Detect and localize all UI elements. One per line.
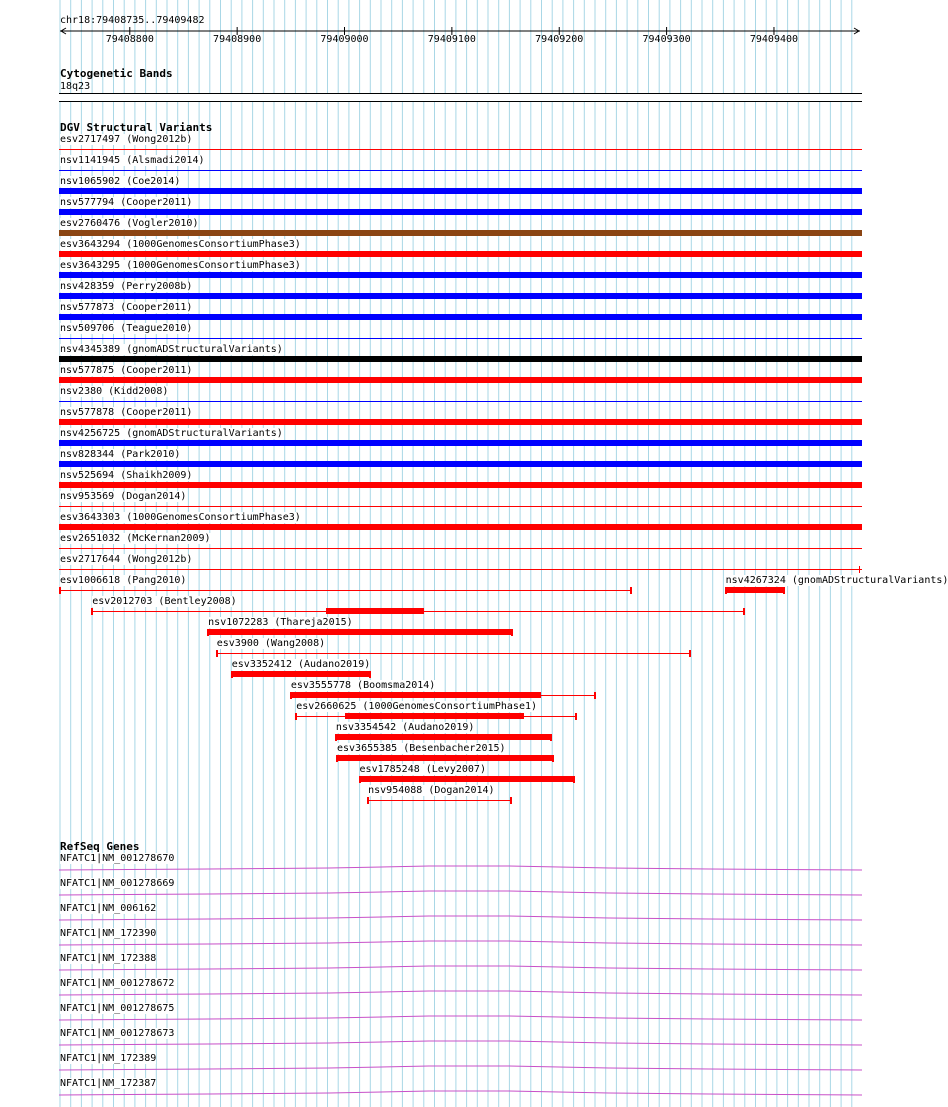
variant-bar[interactable] — [59, 548, 862, 549]
variant-label[interactable]: esv2717644 (Wong2012b) — [60, 554, 193, 565]
variant-label[interactable]: nsv4345389 (gnomADStructuralVariants) — [60, 344, 283, 355]
gene-label[interactable]: NFATC1|NM_001278670 — [60, 853, 175, 864]
variant-label[interactable]: nsv953569 (Dogan2014) — [60, 491, 187, 502]
variant-bar[interactable] — [59, 149, 862, 150]
variant-bar[interactable] — [59, 356, 862, 362]
variant-label[interactable]: esv1785248 (Levy2007) — [359, 764, 486, 775]
gene-intron-line[interactable] — [59, 1014, 863, 1022]
variant-label[interactable]: esv3643294 (1000GenomesConsortiumPhase3) — [60, 239, 301, 250]
variant-core-block[interactable] — [326, 608, 424, 614]
variant-label[interactable]: nsv1065902 (Coe2014) — [60, 176, 181, 187]
variant-bar[interactable] — [59, 569, 862, 570]
variant-label[interactable]: nsv509706 (Teague2010) — [60, 323, 193, 334]
variant-bar[interactable] — [59, 401, 862, 402]
variant-label[interactable]: esv2012703 (Bentley2008) — [92, 596, 237, 607]
variant-endcap — [59, 587, 61, 594]
refseq-track-title: RefSeq Genes — [60, 840, 140, 853]
variant-label[interactable]: esv2651032 (McKernan2009) — [60, 533, 211, 544]
variant-label[interactable]: esv3900 (Wang2008) — [216, 638, 326, 649]
variant-bar[interactable] — [59, 209, 862, 215]
gene-intron-line[interactable] — [59, 1039, 863, 1047]
location-label: chr18:79408735..79409482 — [60, 15, 205, 26]
variant-bar[interactable] — [59, 419, 862, 425]
gene-label[interactable]: NFATC1|NM_001278673 — [60, 1028, 175, 1039]
gene-intron-line[interactable] — [59, 964, 863, 972]
variant-label[interactable]: esv3643295 (1000GenomesConsortiumPhase3) — [60, 260, 301, 271]
variant-core-block[interactable] — [337, 755, 553, 761]
variant-bar[interactable] — [59, 230, 862, 236]
variant-bar[interactable] — [59, 293, 862, 299]
variant-bar[interactable] — [59, 440, 862, 446]
variant-bar[interactable] — [59, 506, 862, 507]
variant-label[interactable]: nsv577873 (Cooper2011) — [60, 302, 193, 313]
variant-label[interactable]: nsv4267324 (gnomADStructuralVariants) — [725, 575, 948, 586]
variant-label[interactable]: esv2760476 (Vogler2010) — [60, 218, 199, 229]
variant-bar[interactable] — [59, 482, 862, 488]
gene-intron-line[interactable] — [59, 1064, 863, 1072]
gene-label[interactable]: NFATC1|NM_001278672 — [60, 978, 175, 989]
variant-label[interactable]: esv3655385 (Besenbacher2015) — [336, 743, 506, 754]
variant-label[interactable]: nsv1072283 (Thareja2015) — [208, 617, 353, 628]
variant-label[interactable]: esv3643303 (1000GenomesConsortiumPhase3) — [60, 512, 301, 523]
variant-endcap — [216, 650, 218, 657]
variant-label[interactable]: esv1006618 (Pang2010) — [60, 575, 187, 586]
ruler-tick-label: 79409000 — [320, 34, 369, 45]
variant-endcap — [630, 587, 632, 594]
variant-bar[interactable] — [59, 377, 862, 383]
variant-bar[interactable] — [59, 170, 862, 171]
ruler-tick-label: 79409200 — [535, 34, 584, 45]
variant-label[interactable]: nsv1141945 (Alsmadi2014) — [60, 155, 205, 166]
variant-core-block[interactable] — [345, 713, 524, 719]
gene-label[interactable]: NFATC1|NM_001278675 — [60, 1003, 175, 1014]
variant-endcap — [367, 797, 369, 804]
variant-line[interactable] — [217, 653, 690, 654]
variant-label[interactable]: nsv577875 (Cooper2011) — [60, 365, 193, 376]
variant-endcap — [594, 692, 596, 699]
cytoband-track-title: Cytogenetic Bands — [60, 67, 173, 80]
variant-label[interactable]: nsv828344 (Park2010) — [60, 449, 181, 460]
ruler-tick-label: 79409300 — [642, 34, 691, 45]
gene-intron-line[interactable] — [59, 939, 863, 947]
variant-line[interactable] — [368, 800, 511, 801]
ruler-tick-label: 79408800 — [105, 34, 154, 45]
gene-intron-line[interactable] — [59, 914, 863, 922]
cytoband-bar[interactable] — [59, 93, 862, 102]
gene-label[interactable]: NFATC1|NM_172389 — [60, 1053, 157, 1064]
variant-label[interactable]: nsv3354542 (Audano2019) — [335, 722, 475, 733]
ruler-tick-label: 79409100 — [427, 34, 476, 45]
variant-endcap — [91, 608, 93, 615]
variant-bar[interactable] — [59, 524, 862, 530]
variant-endcap — [859, 566, 860, 573]
gene-intron-line[interactable] — [59, 1089, 863, 1097]
variant-label[interactable]: esv3555778 (Boomsma2014) — [290, 680, 436, 691]
variant-core-block[interactable] — [360, 776, 575, 782]
variant-core-block[interactable] — [208, 629, 512, 635]
ruler-tick-label: 79409400 — [749, 34, 799, 45]
variant-bar[interactable] — [59, 338, 862, 339]
variant-endcap — [689, 650, 691, 657]
gene-label[interactable]: NFATC1|NM_006162 — [60, 903, 157, 914]
variant-endcap — [743, 608, 745, 615]
gene-label[interactable]: NFATC1|NM_172390 — [60, 928, 157, 939]
variant-endcap — [510, 797, 512, 804]
gene-intron-line[interactable] — [59, 889, 863, 897]
variant-bar[interactable] — [59, 314, 862, 320]
variant-label[interactable]: esv2717497 (Wong2012b) — [60, 134, 193, 145]
variant-bar[interactable] — [59, 251, 862, 257]
variant-bar[interactable] — [59, 272, 862, 278]
gene-label[interactable]: NFATC1|NM_172387 — [60, 1078, 157, 1089]
variant-label[interactable]: esv2660625 (1000GenomesConsortiumPhase1) — [296, 701, 538, 712]
dgv-track-title: DGV Structural Variants — [60, 121, 213, 134]
gene-label[interactable]: NFATC1|NM_172388 — [60, 953, 157, 964]
gene-label[interactable]: NFATC1|NM_001278669 — [60, 878, 175, 889]
gene-intron-line[interactable] — [59, 989, 863, 997]
variant-bar[interactable] — [59, 461, 862, 467]
variant-label[interactable]: nsv954088 (Dogan2014) — [368, 785, 495, 796]
variant-label[interactable]: nsv577878 (Cooper2011) — [60, 407, 193, 418]
variant-core-block[interactable] — [232, 671, 370, 677]
variant-line[interactable] — [60, 590, 631, 591]
variant-bar[interactable] — [59, 188, 862, 194]
variant-label[interactable]: nsv4256725 (gnomADStructuralVariants) — [60, 428, 283, 439]
gene-intron-line[interactable] — [59, 864, 863, 872]
cytoband-label: 18q23 — [60, 81, 91, 92]
variant-label[interactable]: esv3352412 (Audano2019) — [231, 659, 371, 670]
variant-core-block[interactable] — [726, 587, 784, 593]
variant-endcap — [295, 713, 297, 720]
ruler-tick-label: 79408900 — [213, 34, 262, 45]
variant-label[interactable]: nsv428359 (Perry2008b) — [60, 281, 193, 292]
variant-label[interactable]: nsv577794 (Cooper2011) — [60, 197, 193, 208]
variant-core-block[interactable] — [291, 692, 541, 698]
variant-label[interactable]: nsv2380 (Kidd2008) — [60, 386, 169, 397]
variant-label[interactable]: nsv525694 (Shaikh2009) — [60, 470, 193, 481]
variant-endcap — [575, 713, 577, 720]
variant-core-block[interactable] — [336, 734, 551, 740]
